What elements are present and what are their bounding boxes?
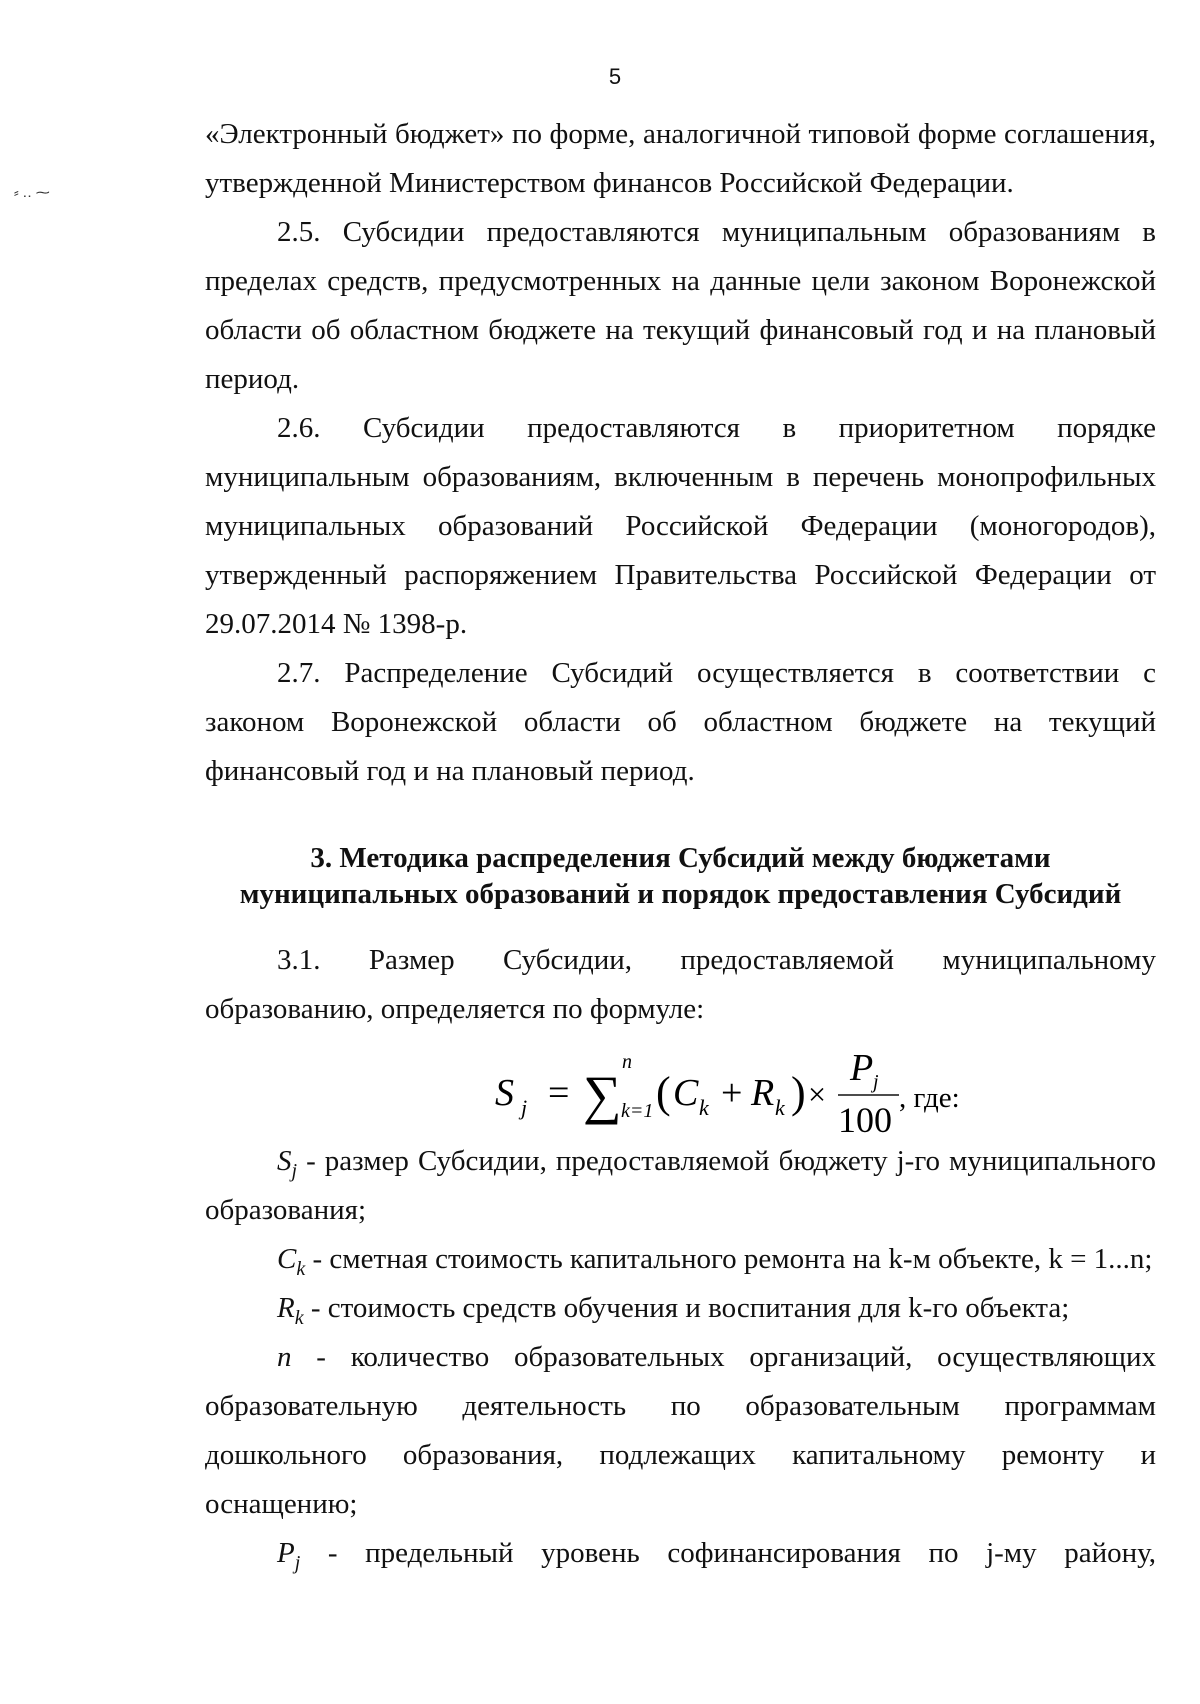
definition-n xyxy=(205,1333,1156,1529)
formula-c: C xyxy=(673,1072,699,1114)
formula-denominator: 100 xyxy=(838,1100,892,1140)
definition-rk-sub: k xyxy=(294,1306,304,1329)
section-3-heading xyxy=(205,840,1156,912)
definition-sj-text: - размер Субсидии, предоставляемой бюджету j-го муниципального образования; xyxy=(205,1145,1156,1226)
definition-n-text: - количество образовательных организаций, осуществляющих образовательную деятельность по образовательным программам дошкольного образования, подлежащих капитальному ремонту и оснащению; xyxy=(205,1341,1156,1520)
formula-numerator: P xyxy=(850,1047,874,1089)
page-number: 5 xyxy=(608,64,622,89)
definition-pj-symbol: P xyxy=(277,1537,295,1569)
definition-rk-symbol: R xyxy=(277,1292,295,1324)
formula-sum-sign: ∑ xyxy=(583,1065,622,1125)
formula-r: R xyxy=(751,1072,775,1114)
formula-c-sub: k xyxy=(699,1095,709,1120)
definition-rk-text: - стоимость средств обучения и воспитания для k-го объекта; xyxy=(303,1292,1070,1324)
paragraph-2-5: 2.5. Субсидии предоставляются муниципальным образованиям в пределах средств, предусмотренных на данные цели законом Воронежской области об областном бюджете на текущий финансовый год и на плановый период. xyxy=(205,216,1156,395)
subsidy-formula xyxy=(493,1035,963,1145)
paragraph-intro-line-2: утвержденной Министерством финансов Российской Федерации. xyxy=(205,167,1014,199)
paragraph-2-7: 2.7. Распределение Субсидий осуществляется в соответствии с законом Воронежской области об областном бюджете на текущий финансовый год и на плановый период. xyxy=(205,657,1156,787)
definition-sj-sub: j xyxy=(291,1159,298,1182)
definition-n-symbol: n xyxy=(277,1341,292,1373)
formula-suffix: , где: xyxy=(899,1082,960,1114)
definition-pj xyxy=(205,1529,1156,1578)
section-3-heading-line-2: муниципальных образований и порядок предоставления Субсидий xyxy=(239,878,1122,910)
margin-scan-marks: ⸗ ‥ ⁓ xyxy=(14,184,50,200)
definition-pj-sub: j xyxy=(294,1551,301,1574)
formula-paren-open: ( xyxy=(656,1068,671,1117)
definition-ck xyxy=(205,1235,1156,1284)
formula-lhs: S xyxy=(495,1072,514,1114)
formula-times: × xyxy=(808,1076,827,1112)
section-3-heading-line-1: 3. Методика распределения Субсидий между бюджетами xyxy=(310,842,1051,874)
definition-ck-sub: k xyxy=(296,1257,306,1280)
formula-plus: + xyxy=(721,1072,743,1114)
formula-r-sub: k xyxy=(775,1095,785,1120)
paragraph-2-6: 2.6. Субсидии предоставляются в приоритетном порядке муниципальным образованиям, включенным в перечень монопрофильных муниципальных образований Российской Федерации (моногородов), утвержденный распоряжением Правительства Российской Федерации от 29.07.2014 № 1398-р. xyxy=(205,412,1156,640)
definition-sj xyxy=(205,1137,1156,1235)
formula-lhs-sub: j xyxy=(521,1095,528,1120)
formula-sum-upper: n xyxy=(622,1051,632,1073)
definition-pj-text: - предельный уровень софинансирования по j-му району, xyxy=(300,1537,1156,1569)
formula-paren-close: ) xyxy=(791,1068,806,1117)
paragraph-3-1: 3.1. Размер Субсидии, предоставляемой муниципальному образованию, определяется по формуле: xyxy=(205,944,1156,1025)
definition-ck-text: - сметная стоимость капитального ремонта на k-м объекте, k = 1...n; xyxy=(305,1243,1153,1275)
definition-ck-symbol: C xyxy=(277,1243,297,1275)
definition-rk xyxy=(205,1284,1156,1333)
definition-sj-symbol: S xyxy=(277,1145,292,1177)
paragraph-intro xyxy=(205,110,1156,208)
formula-numerator-sub: j xyxy=(873,1071,879,1093)
paragraph-intro-line-1: «Электронный бюджет» по форме, аналогичной типовой форме соглашения, xyxy=(205,118,1156,150)
formula-sum-lower: k=1 xyxy=(621,1100,654,1122)
formula-equals: = xyxy=(548,1072,570,1114)
